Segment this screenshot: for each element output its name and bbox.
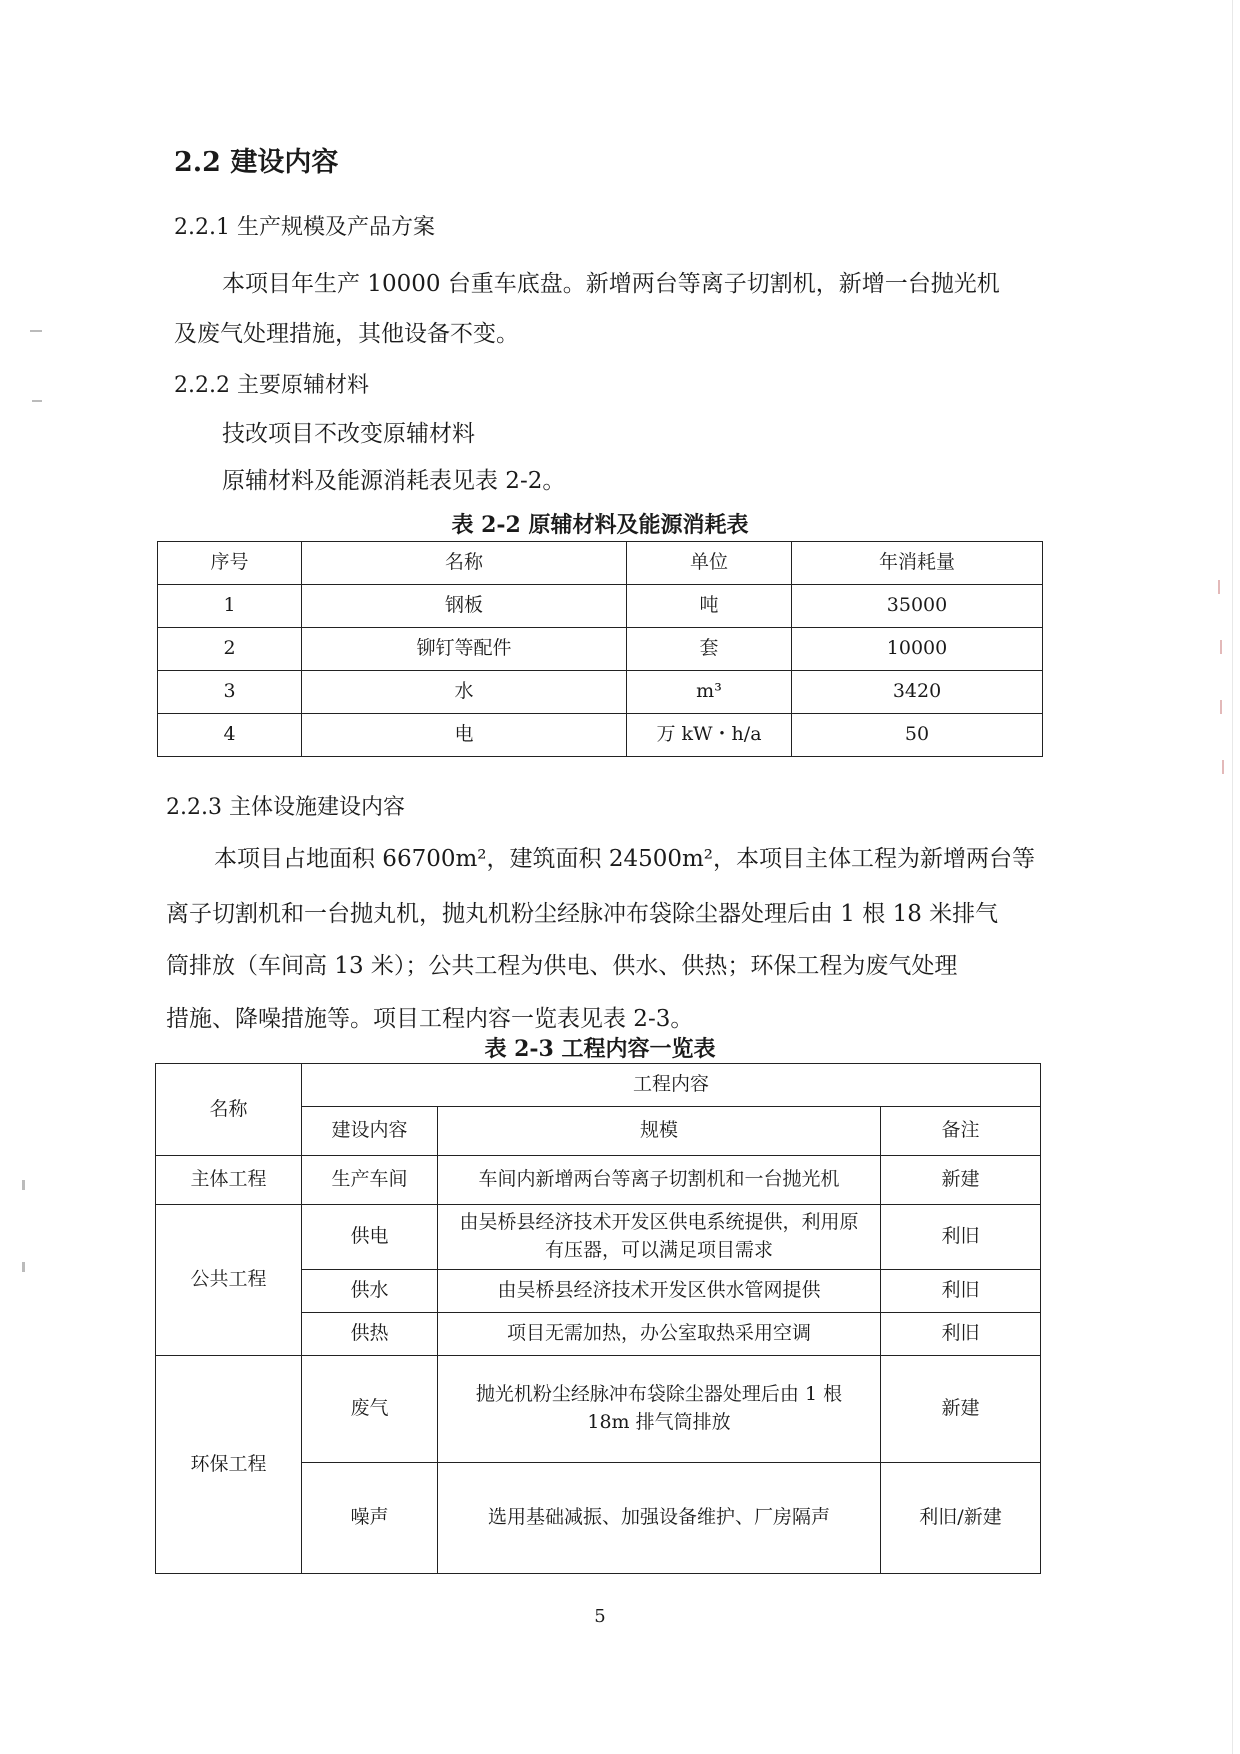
scan-mark [1222, 760, 1224, 774]
table-header-row [158, 542, 1043, 585]
table-cell: 项目无需加热，办公室取热采用空调 [438, 1313, 881, 1356]
table-cell: 套 [627, 628, 792, 671]
paragraph-line: 本项目年生产 10000 台重车底盘。新增两台等离子切割机，新增一台抛光机 [222, 271, 1000, 297]
table-row [158, 585, 1043, 628]
table-cell: 钢板 [302, 585, 627, 628]
table-cell: 选用基础减振、加强设备维护、厂房隔声 [438, 1463, 881, 1574]
table-2-3-caption: 表 2-3 工程内容一览表 [484, 1036, 716, 1062]
table-cell: 供电 [302, 1205, 438, 1270]
paragraph-line: 及废气处理措施，其他设备不变。 [174, 321, 519, 347]
page-number: 5 [594, 1606, 606, 1627]
table-cell: 利旧 [881, 1205, 1041, 1270]
scan-mark [22, 1262, 25, 1272]
scan-mark [22, 1180, 25, 1190]
table-cell: 利旧/新建 [881, 1463, 1041, 1574]
paragraph-line: 原辅材料及能源消耗表见表 2-2。 [222, 468, 566, 494]
header-cell: 建设内容 [302, 1107, 438, 1156]
header-cell: 年消耗量 [792, 542, 1043, 585]
table-cell: 由吴桥县经济技术开发区供水管网提供 [438, 1270, 881, 1313]
table-cell: 环保工程 [156, 1356, 302, 1574]
table-cell: 新建 [881, 1156, 1041, 1205]
scan-edge [1232, 0, 1233, 1754]
header-cell: 序号 [158, 542, 302, 585]
table-cell: 废气 [302, 1356, 438, 1463]
table-cell: 噪声 [302, 1463, 438, 1574]
table-cell: 3 [158, 671, 302, 714]
table-row [158, 714, 1043, 757]
table-cell: 4 [158, 714, 302, 757]
table-cell: 由吴桥县经济技术开发区供电系统提供，利用原有压器，可以满足项目需求 [438, 1205, 881, 1270]
heading-2-2-2: 2.2.2 主要原辅材料 [174, 373, 369, 398]
header-cell: 备注 [881, 1107, 1041, 1156]
scan-mark [1220, 640, 1222, 654]
table-cell: 水 [302, 671, 627, 714]
header-cell: 单位 [627, 542, 792, 585]
table-cell: 主体工程 [156, 1156, 302, 1205]
paragraph-line: 本项目占地面积 66700m²，建筑面积 24500m²，本项目主体工程为新增两台等 [214, 846, 1036, 872]
table-cell: 1 [158, 585, 302, 628]
paragraph-line: 技改项目不改变原辅材料 [222, 421, 475, 447]
header-cell: 工程内容 [302, 1064, 1041, 1107]
scan-mark [32, 400, 42, 402]
table-cell: 50 [792, 714, 1043, 757]
table-cell: 利旧 [881, 1270, 1041, 1313]
table-2-2 [157, 541, 1043, 757]
scan-mark [1218, 580, 1220, 594]
paragraph-line: 离子切割机和一台抛丸机，抛丸机粉尘经脉冲布袋除尘器处理后由 1 根 18 米排气 [166, 901, 999, 927]
header-cell: 名称 [302, 542, 627, 585]
table-row [158, 628, 1043, 671]
header-cell: 名称 [156, 1064, 302, 1156]
table-cell: 铆钉等配件 [302, 628, 627, 671]
table-cell: 电 [302, 714, 627, 757]
table-cell: 3420 [792, 671, 1043, 714]
table-header-row [156, 1064, 1041, 1107]
header-cell: 规模 [438, 1107, 881, 1156]
table-cell: 万 kW・h/a [627, 714, 792, 757]
table-row [156, 1205, 1041, 1270]
table-cell: 供热 [302, 1313, 438, 1356]
table-row [156, 1156, 1041, 1205]
table-cell: 35000 [792, 585, 1043, 628]
table-cell: 新建 [881, 1356, 1041, 1463]
paragraph-line: 措施、降噪措施等。项目工程内容一览表见表 2-3。 [166, 1006, 694, 1032]
table-cell: 生产车间 [302, 1156, 438, 1205]
table-cell: m³ [627, 671, 792, 714]
table-cell: 公共工程 [156, 1205, 302, 1356]
table-cell: 2 [158, 628, 302, 671]
section-title: 2.2 建设内容 [174, 147, 339, 178]
scan-mark [1220, 700, 1222, 714]
table-row [158, 671, 1043, 714]
table-cell: 吨 [627, 585, 792, 628]
table-row [156, 1356, 1041, 1463]
table-cell: 供水 [302, 1270, 438, 1313]
scan-mark [30, 330, 42, 332]
table-cell: 车间内新增两台等离子切割机和一台抛光机 [438, 1156, 881, 1205]
heading-2-2-1: 2.2.1 生产规模及产品方案 [174, 215, 435, 240]
table-cell: 10000 [792, 628, 1043, 671]
paragraph-line: 筒排放（车间高 13 米）；公共工程为供电、供水、供热；环保工程为废气处理 [166, 953, 958, 979]
table-cell: 抛光机粉尘经脉冲布袋除尘器处理后由 1 根 18m 排气筒排放 [438, 1356, 881, 1463]
table-cell: 利旧 [881, 1313, 1041, 1356]
table-2-3 [155, 1063, 1041, 1574]
heading-2-2-3: 2.2.3 主体设施建设内容 [166, 795, 405, 820]
table-2-2-caption: 表 2-2 原辅材料及能源消耗表 [451, 512, 749, 538]
